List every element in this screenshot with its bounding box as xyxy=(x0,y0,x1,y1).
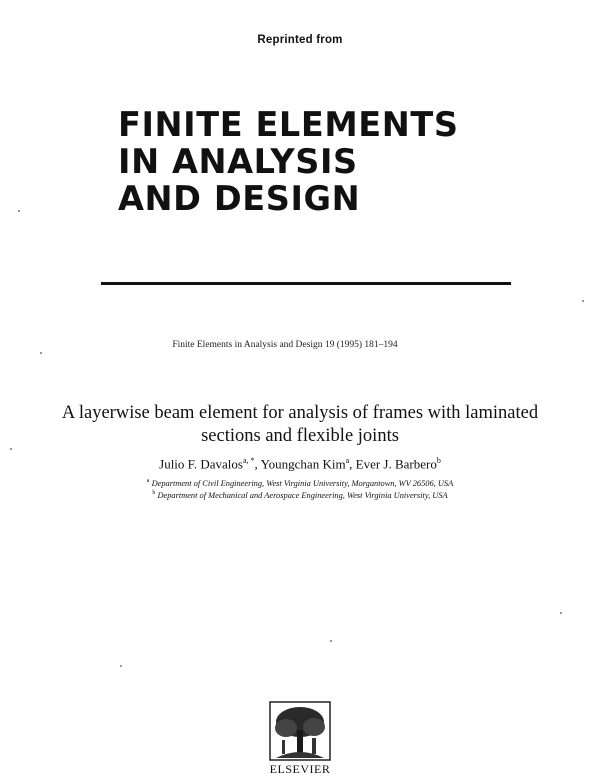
scan-speck xyxy=(120,665,122,667)
article-title-line-2: sections and flexible joints xyxy=(201,426,399,446)
author-name: Youngchan Kim xyxy=(260,456,346,472)
author-name: Ever J. Barbero xyxy=(355,456,437,472)
affiliation-b xyxy=(0,490,600,500)
author-separator: , xyxy=(254,456,261,472)
publisher-name: ELSEVIER xyxy=(269,762,331,776)
reprinted-from-label: Reprinted from xyxy=(257,34,343,46)
author-name: Julio F. Davalos xyxy=(159,456,243,472)
scan-speck xyxy=(18,210,20,212)
scan-speck xyxy=(582,300,584,302)
scan-speck xyxy=(40,352,42,354)
scan-speck xyxy=(10,448,12,450)
journal-citation: Finite Elements in Analysis and Design 19 (1995) 181–194 xyxy=(172,340,398,350)
journal-title-line-2: IN ANALYSIS xyxy=(118,142,358,181)
affiliation-text: Department of Mechanical and Aerospace Engineering, West Virginia University, USA xyxy=(157,490,448,500)
affiliation-a xyxy=(0,478,600,488)
author-affiliation-mark: b xyxy=(436,456,441,465)
title-divider-rule xyxy=(101,282,511,285)
journal-title xyxy=(118,106,459,217)
author-separator: , xyxy=(349,456,356,472)
affiliation-mark: b xyxy=(152,490,156,496)
author-affiliation-mark: a, * xyxy=(242,456,255,465)
affiliation-mark: a xyxy=(146,478,150,484)
author-list xyxy=(0,456,600,472)
article-title xyxy=(20,402,580,448)
affiliation-text: Department of Civil Engineering, West Virginia University, Morgantown, WV 26506, USA xyxy=(151,478,454,488)
scan-speck xyxy=(560,612,562,614)
author-affiliation-mark: a xyxy=(345,456,350,465)
journal-title-line-3: AND DESIGN xyxy=(118,179,361,218)
journal-title-line-1: FINITE ELEMENTS xyxy=(118,105,459,144)
article-title-line-1: A layerwise beam element for analysis of frames with laminated xyxy=(61,403,539,423)
scan-speck xyxy=(330,640,332,642)
